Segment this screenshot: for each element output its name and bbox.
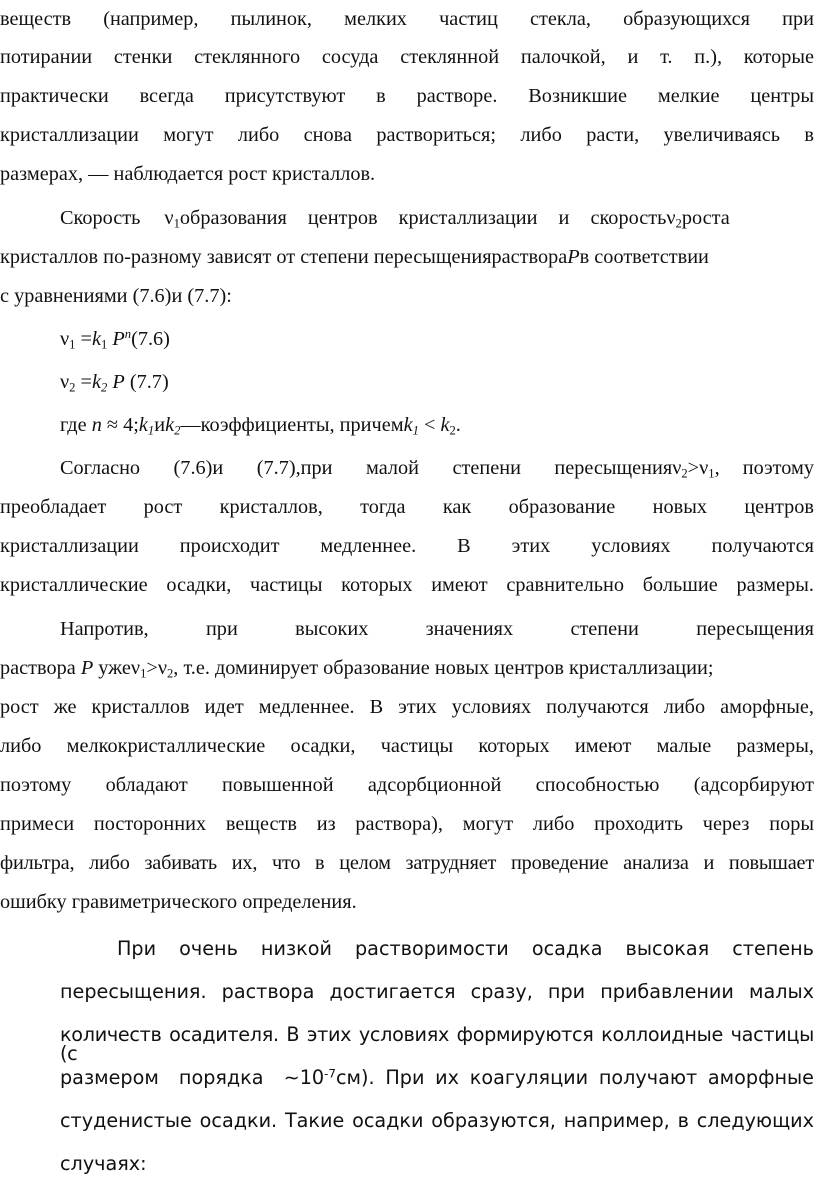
nu-comparison [672, 457, 814, 481]
p4-line-5 [0, 775, 814, 795]
text: количеств осадителя. В этих условиях формируются коллоидные частицы (с [60, 1023, 814, 1066]
greater-than: > [687, 457, 700, 479]
text: фильтра, либо забивать их, что в целом затрудняет проведение анализа и повышает [0, 852, 814, 874]
word-skorost: Скорость [60, 207, 141, 229]
text: поэтому обладают повышенной адсорбционной способностью (адсорбируют [0, 774, 814, 796]
p2-line-3 [0, 286, 232, 306]
p4-line-7 [0, 853, 814, 873]
text: размерах, — наблюдается рост кристаллов. [0, 163, 376, 185]
text: ≈ 4; [101, 414, 139, 436]
subscript: 1 [173, 216, 180, 231]
text: кристаллизации происходит медленнее. В этих условиях получаются [0, 535, 814, 557]
var-k: k [440, 414, 450, 436]
text: рост же кристаллов идет медленнее. В этих условиях получаются либо аморфные, [0, 696, 814, 718]
text: преобладает рост кристаллов, тогда как образование новых центров [0, 496, 814, 518]
p1-line-3 [0, 86, 814, 106]
p2-line-2 [0, 247, 709, 267]
equation-number: (7.7) [124, 371, 169, 393]
text: раствора [0, 657, 81, 679]
subscript: 1 [708, 466, 715, 481]
text: размером порядка ∼10 [60, 1066, 325, 1089]
var-k: k [91, 371, 101, 393]
p4-line-3 [0, 697, 814, 717]
subscript: 2 [69, 380, 76, 395]
text: образования центров кристаллизации и скорость [179, 207, 667, 229]
nu-symbol: ν [672, 457, 682, 479]
equation-number: (7.6) [131, 328, 170, 350]
var-P: P [107, 328, 125, 350]
nu1-group [164, 207, 730, 231]
size-order [60, 1068, 336, 1087]
nu-symbol: ν [60, 371, 70, 393]
p2-line-1 [60, 207, 814, 231]
equation-where-line [60, 414, 461, 438]
formation-rate [164, 207, 814, 231]
nu-symbol: ν [60, 328, 70, 350]
equals: = [75, 328, 92, 350]
text: веществ (например, пылинок, мелких частиц стекла, образующихся при [0, 8, 814, 30]
subscript: 2 [681, 466, 688, 481]
text: случаях: [60, 1152, 147, 1175]
subscript: 1 [412, 423, 419, 438]
text: , поэтому [714, 457, 814, 479]
var-n: n [91, 414, 102, 436]
text: Согласно (7.6)и (7.7),при малой степени пересыщения [60, 457, 673, 479]
equation-7-6 [60, 327, 170, 352]
p3-line-1 [60, 457, 814, 481]
period: . [455, 414, 461, 436]
p5-line-1 [117, 939, 814, 958]
text: потирании стенки стеклянного сосуда стеклянной палочкой, и т. п.), которые [0, 46, 814, 68]
var-P: P [107, 371, 125, 393]
text: практически всегда присутствуют в растворе. Возникшие мелкие центры [0, 85, 814, 107]
equals: = [75, 371, 92, 393]
var-k: k [91, 328, 101, 350]
subscript: 2 [101, 380, 108, 395]
nu-symbol: ν [130, 657, 141, 679]
p5-line-6 [60, 1154, 147, 1173]
var-P: P [80, 657, 94, 679]
p4-line-4 [0, 736, 814, 756]
p5-line-4 [60, 1068, 814, 1087]
subscript: 1 [101, 337, 108, 352]
subscript: 1 [147, 423, 155, 438]
subscript: 1 [69, 337, 76, 352]
p1-line-4 [0, 125, 814, 145]
p3-line-2 [0, 497, 814, 517]
subscript: 2 [167, 666, 174, 681]
text: , т.е. доминирует образование новых центров кристаллизации; [173, 657, 714, 679]
greater-than: > [146, 657, 158, 679]
p5-line-2 [60, 982, 814, 1001]
text: При очень низкой растворимости осадка высокая степень [117, 937, 814, 960]
text: см). При их коагуляции получают аморфные [335, 1066, 814, 1089]
text: либо мелкокристаллические осадки, частицы которых имеют малые размеры, [0, 735, 814, 757]
text: где [60, 414, 92, 436]
p4-line-8 [0, 892, 357, 912]
var-P: P [567, 246, 580, 268]
nu-symbol: ν [666, 207, 676, 229]
nu-symbol: ν [157, 657, 167, 679]
p1-line-5 [0, 164, 375, 184]
nu-symbol: ν [164, 207, 174, 229]
subscript: 2 [675, 216, 682, 231]
subscript: 2 [449, 423, 456, 438]
superscript: n [124, 327, 132, 342]
text: роста [681, 207, 730, 229]
text: Напротив, при высоких значениях степени пересыщения [60, 618, 814, 640]
text: кристаллические осадки, частицы которых имеют сравнительно большие размеры. [0, 574, 814, 596]
text: кристаллизации могут либо снова раствориться; либо расти, увеличиваясь в [0, 124, 814, 146]
p4-line-6 [0, 814, 814, 834]
p1-line-2 [0, 47, 814, 67]
p3-line-3 [0, 536, 814, 556]
p3-line-4 [0, 575, 814, 595]
subscript: 2 [174, 423, 181, 438]
text: —коэффициенты, причем [180, 414, 404, 436]
text: ошибку гравиметрического определения. [0, 891, 357, 913]
text: уже [93, 657, 131, 679]
text: примеси посторонних веществ из раствора), могут либо проходить через поры [0, 813, 814, 835]
nu-symbol: ν [699, 457, 709, 479]
text: и [154, 414, 166, 436]
text: студенистые осадки. Такие осадки образуются, например, в следующих [60, 1109, 814, 1132]
p4-line-2 [0, 657, 714, 681]
text: пересыщения. раствора достигается сразу, при прибавлении малых [60, 980, 814, 1003]
var-k: k [165, 414, 175, 436]
equation-7-7 [60, 371, 169, 395]
text: с уравнениями (7.6)и (7.7): [0, 285, 232, 307]
p4-line-1 [60, 619, 814, 639]
p5-line-5 [60, 1111, 814, 1130]
text: в соответствии [579, 246, 709, 268]
p1-line-1 [0, 9, 814, 29]
text: кристаллов по-разному зависят от степени пересыщенияраствора [0, 246, 568, 268]
p5-line-3 [60, 1023, 814, 1066]
superscript: -7 [324, 1066, 336, 1081]
less-than: < [418, 414, 441, 436]
subscript: 1 [140, 666, 147, 681]
var-k: k [403, 414, 413, 436]
var-k: k [138, 414, 148, 436]
